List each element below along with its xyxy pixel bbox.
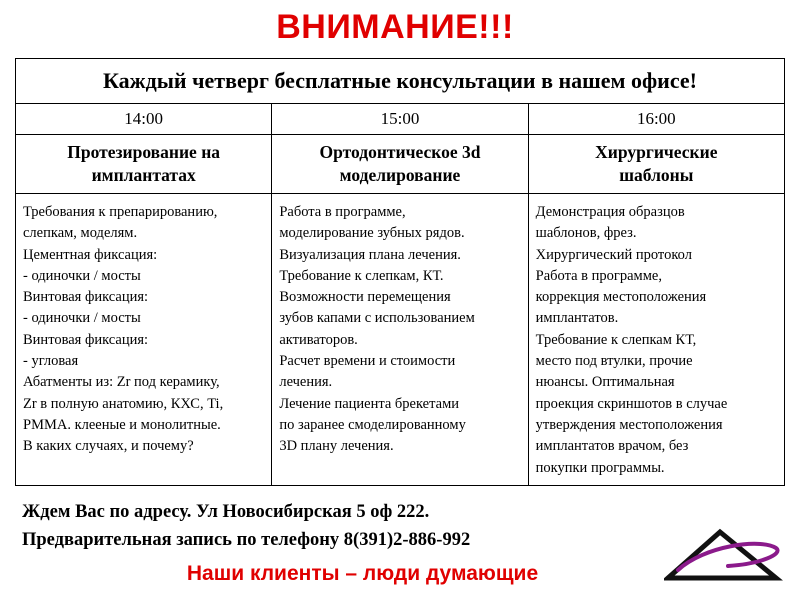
description-line: Винтовая фиксация: xyxy=(23,289,149,306)
description-line: шаблонов, фрез. xyxy=(535,225,637,242)
description-line: - угловая xyxy=(23,353,79,370)
time-cell: 15:00 xyxy=(272,104,528,135)
description-line: утверждения местоположения xyxy=(535,416,723,433)
table-caption: Каждый четверг бесплатные консультации в нашем офисе! xyxy=(16,59,785,104)
description-line: по заранее смоделированному xyxy=(279,416,466,433)
description-line: PMMA. клееные и монолитные. xyxy=(23,416,221,433)
description-line: 3D плану лечения. xyxy=(279,438,394,455)
topic-line: моделирование xyxy=(339,165,461,185)
description-line: Демонстрация образцов xyxy=(535,204,685,220)
topic-row xyxy=(16,135,785,194)
description-line: имплантатов. xyxy=(535,310,619,327)
schedule-table xyxy=(15,58,785,486)
topic-line: Хирургические xyxy=(595,142,718,162)
description-line: коррекция местоположения xyxy=(535,289,707,306)
triangle-logo-icon xyxy=(664,526,784,584)
topic-cell xyxy=(528,135,784,194)
description-line: Абатменты из: Zr под керамику, xyxy=(23,374,220,391)
description-line: слепкам, моделям. xyxy=(23,225,138,242)
description-line: нюансы. Оптимальная xyxy=(535,374,675,391)
topic-line: шаблоны xyxy=(619,165,694,185)
description-line: Работа в программе, xyxy=(535,267,662,284)
description-line: - одиночки / мосты xyxy=(23,310,141,327)
headline: ВНИМАНИЕ!!! xyxy=(276,8,514,46)
description-line: Zr в полную анатомию, КХС, Ti, xyxy=(23,395,224,412)
description-line: Винтовая фиксация: xyxy=(23,331,149,348)
description-line: Расчет времени и стоимости xyxy=(279,353,456,370)
time-cell: 16:00 xyxy=(528,104,784,135)
topic-line: Протезирование на xyxy=(67,142,221,162)
description-line: - одиночки / мосты xyxy=(23,267,141,284)
topic-cell xyxy=(272,135,528,194)
description-line: Цементная фиксация: xyxy=(23,246,158,263)
description-line: зубов капами с использованием xyxy=(279,310,475,327)
description-line: В каких случаях, и почему? xyxy=(23,438,194,455)
description-line: лечения. xyxy=(279,374,333,391)
time-row xyxy=(16,104,785,135)
description-line: имплантатов врачом, без xyxy=(535,438,689,455)
description-line: Требование к слепкам, КТ. xyxy=(279,267,444,284)
description-row xyxy=(16,194,785,486)
description-line: проекция скриншотов в случае xyxy=(535,395,728,412)
address-text: Ждем Вас по адресу. Ул Новосибирская 5 оф 222. xyxy=(22,502,430,522)
phone-text: Предварительная запись по телефону 8(391)2-886-992 xyxy=(22,530,471,550)
slogan-text: Наши клиенты – люди думающие xyxy=(186,562,539,585)
description-cell xyxy=(16,194,272,486)
description-line: Хирургический протокол xyxy=(535,246,692,263)
description-line: Возможности перемещения xyxy=(279,289,451,306)
description-line: моделирование зубных рядов. xyxy=(279,225,465,242)
topic-line: Ортодонтическое 3d xyxy=(319,142,481,162)
description-line: активаторов. xyxy=(279,331,358,348)
topic-cell xyxy=(16,135,272,194)
description-line: Визуализация плана лечения. xyxy=(279,246,461,263)
description-line: Лечение пациента брекетами xyxy=(279,395,459,412)
description-cell xyxy=(528,194,784,486)
description-line: Требования к препарированию, xyxy=(23,204,218,220)
description-line: Работа в программе, xyxy=(279,204,406,220)
description-line: место под втулки, прочие xyxy=(535,353,693,370)
description-line: Требование к слепкам КТ, xyxy=(535,331,697,348)
description-cell xyxy=(272,194,528,486)
time-cell: 14:00 xyxy=(16,104,272,135)
topic-line: имплантатах xyxy=(91,165,196,185)
description-line: покупки программы. xyxy=(535,459,665,476)
